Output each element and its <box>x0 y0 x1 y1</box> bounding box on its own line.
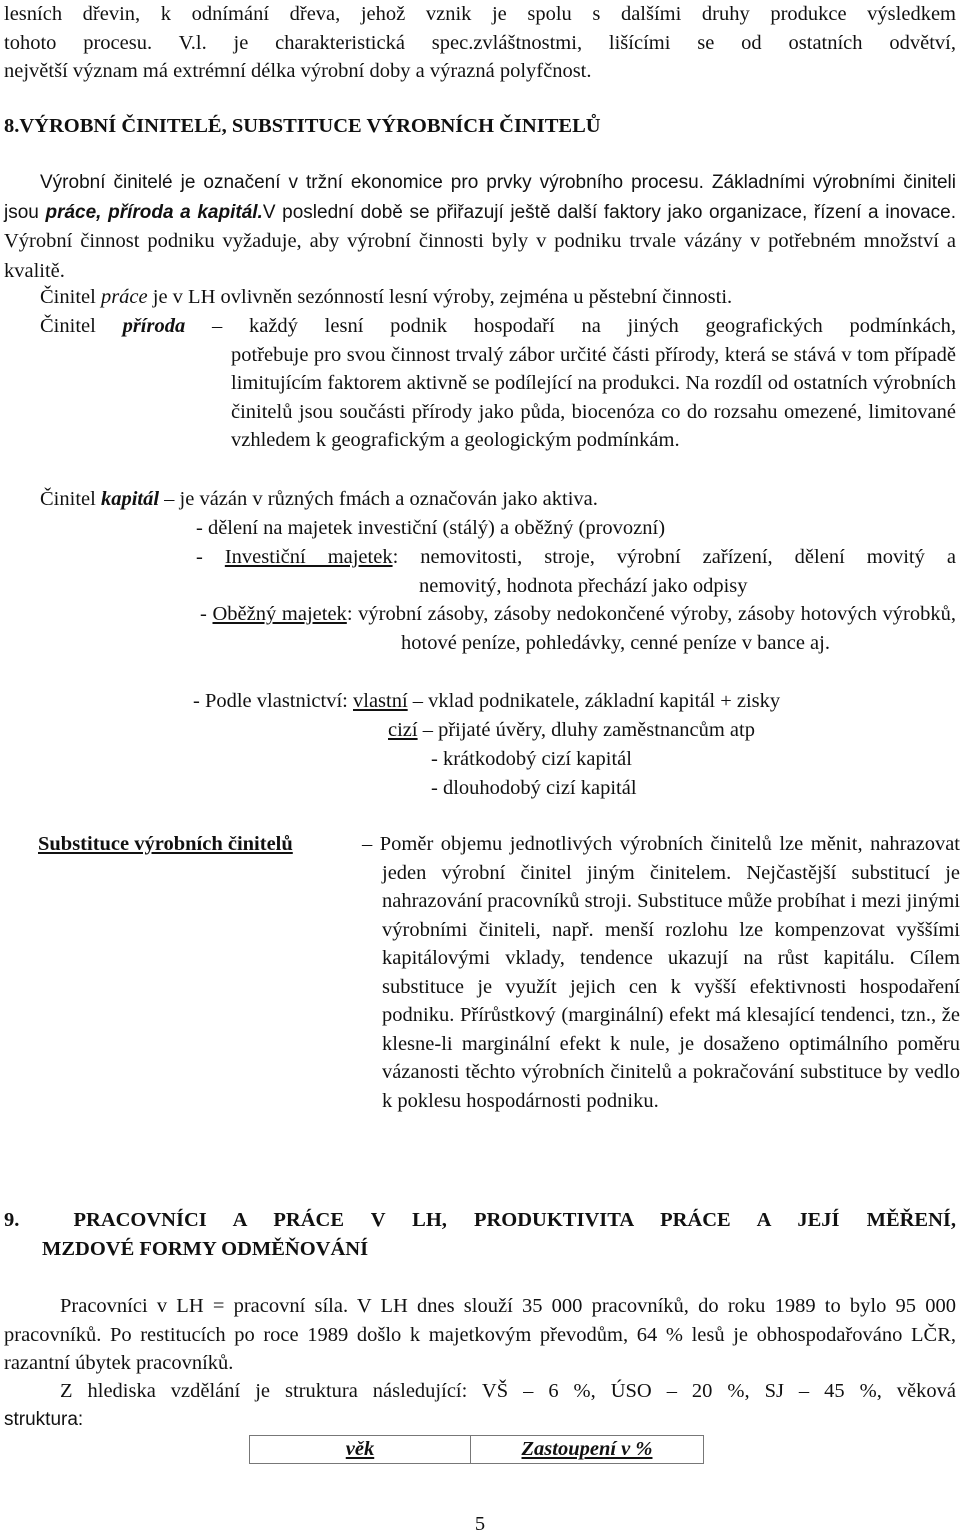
list-line: nemovitý, hodnota přechází jako odpisy <box>419 574 748 597</box>
table-header-cell: věk <box>250 1436 471 1464</box>
section-number: 8. <box>4 115 20 137</box>
text: : výrobní zásoby, zásoby nedokončené výroby, zásoby hotových výrobků, hotové peníze, pohledávky, cenné peníze v bance aj. <box>346 603 956 654</box>
text: Činitel <box>40 488 101 510</box>
text: Činitel <box>40 315 123 337</box>
list-item: - krátkodobý cizí kapitál <box>431 748 632 770</box>
emphasis-text: kapitál <box>100 488 160 510</box>
intro-line: tohoto procesu. V.l. je charakteristická spec.zvláštnostmi, lišícími se od ostatních odvětví, <box>4 31 956 54</box>
text-line: Z hlediska vzdělání je struktura následující: VŠ – 6 %, ÚSO – 20 %, SJ – 45 %, věková <box>60 1380 956 1402</box>
list-item-cizi <box>388 716 956 745</box>
priroda-first-line <box>4 312 956 341</box>
table-header-row <box>250 1436 704 1464</box>
text: : nemovitosti, stroje, výrobní zařízení, dělení movitý a <box>392 546 956 568</box>
intro-line: největší význam má extrémní délka výrobní doby a výrazná polyfčnost. <box>4 60 592 82</box>
paragraph-pracovnici: Pracovníci v LH = pracovní síla. V LH dnes slouží 35 000 pracovníků, do roku 1989 to bylo 95 000 pracovníků. Po restitucích po roce 1989 došlo k majetkovým převodům, 64 % lesů je obhospodařováno LČR, razantní úbytek pracovníků. <box>4 1295 956 1374</box>
intro-line: lesních dřevin, k odnímání dřeva, jehož vznik je spolu s dalšími druhy produkce výsledkem <box>4 3 956 25</box>
paragraph-factors <box>4 169 956 286</box>
text: – vklad podnikatele, základní kapitál + zisky <box>407 690 781 712</box>
text: – Poměr objemu jednotlivých výrobních činitelů lze měnit, nahrazovat jeden výrobní činitel jiným činitelem. Nejčastější substitucí je nahrazování pracovníků stroji. Substituce může probíhat i mezi jinými výrobními činiteli, např. menší rozlohu lze kompenzovat vyššími kapitálovými vklady, tendence ukazují na růst kapitálu. Cílem substituce je využít jejich cen k vyšší efektivnosti hospodaření podniku. Přírůstkový (marginální) efekt má klesající tendenci, tzn., že klesne-li marginální efekt k nule, je dosaženo optimálního poměru vázanosti těchto výrobních činitelů a pokračování substituce by vedlo k poklesu hospodárnosti podniku. <box>362 833 960 1112</box>
text: V poslední době se přiřazují ještě další faktory jako organizace, řízení a inovace. <box>262 201 956 223</box>
paragraph-priroda <box>4 312 956 455</box>
list-line <box>200 600 956 657</box>
text: – je vázán v různých fmách a označován jako aktiva. <box>159 488 598 510</box>
text: je v LH ovlivněn sezónností lesní výroby, zejména u pěstební činnosti. <box>147 286 733 308</box>
paragraph-kapital <box>4 485 956 514</box>
section-title: PRACOVNÍCI A PRÁCE V LH, PRODUKTIVITA PRÁCE A JEJÍ MĚŘENÍ, <box>73 1209 957 1231</box>
list-item: - dělení na majetek investiční (stálý) a oběžný (provozní) <box>196 517 666 539</box>
section-title: MZDOVÉ FORMY ODMĚŇOVÁNÍ <box>42 1237 369 1260</box>
table-header-cell: Zastoupení v % <box>471 1436 704 1464</box>
section-9-heading <box>4 1206 956 1263</box>
text: Výrobní činitelé je označení v tržní ekonomice pro prvky výrobního procesu. Základními výrobními činiteli jsou <box>4 172 956 223</box>
section-title: VÝROBNÍ ČINITELÉ, SUBSTITUCE VÝROBNÍCH ČINITELŮ <box>19 115 601 137</box>
substituce-label: Substituce výrobních činitelů <box>38 833 293 855</box>
emphasis-text: práce <box>100 286 148 308</box>
text: – každý lesní podnik hospodaří na jiných geografických podmínkách, <box>185 315 956 337</box>
paragraph-vzdelani <box>4 1377 956 1434</box>
text: Výrobní činnost podniku vyžaduje, aby výrobní činnosti byly v podniku trvale vázány v potřebném množství a kvalitě. <box>4 230 956 282</box>
section-9-title-line <box>4 1206 956 1235</box>
paragraph-prace <box>4 283 956 312</box>
text-line: struktura: <box>4 1408 84 1430</box>
list-item: - dlouhodobý cizí kapitál <box>431 777 637 799</box>
text: Činitel <box>40 286 101 308</box>
list-item-vlastnictvi <box>193 687 956 716</box>
priroda-continuation: potřebuje pro svou činnost trvalý zábor určité části přírody, která se stává v tom případě limitujícím faktorem aktivně se podílející na produkci. Na rozdíl od ostatních výrobních činitelů jsou součásti přírody jako půda, biocenóza co do rozsahu omezené, limitované vzhledem k geografickým a geologickým podmínkám. <box>231 343 956 451</box>
list-item-obezny <box>196 600 956 657</box>
text: - Podle vlastnictví: <box>193 690 353 712</box>
page-number: 5 <box>474 1513 486 1535</box>
section-number: 9. <box>4 1209 20 1231</box>
underlined-term: vlastní <box>353 690 408 712</box>
section-8-heading <box>4 112 956 141</box>
list-line <box>196 543 956 572</box>
text: – přijaté úvěry, dluhy zaměstnancům atp <box>417 719 755 741</box>
list-item-investicni <box>196 543 956 600</box>
kapital-line <box>4 485 956 514</box>
underlined-term: Investiční majetek <box>224 546 393 568</box>
emphasis-text: příroda <box>122 315 186 337</box>
underlined-term: Oběžný majetek <box>212 603 347 625</box>
dash: - <box>200 603 213 625</box>
age-structure-table <box>249 1435 704 1464</box>
emphasis-text: práce, příroda a kapitál. <box>45 201 263 223</box>
substituce-text <box>362 830 960 1115</box>
dash: - <box>196 546 225 568</box>
intro-paragraph <box>4 0 956 86</box>
underlined-term: cizí <box>388 719 418 741</box>
